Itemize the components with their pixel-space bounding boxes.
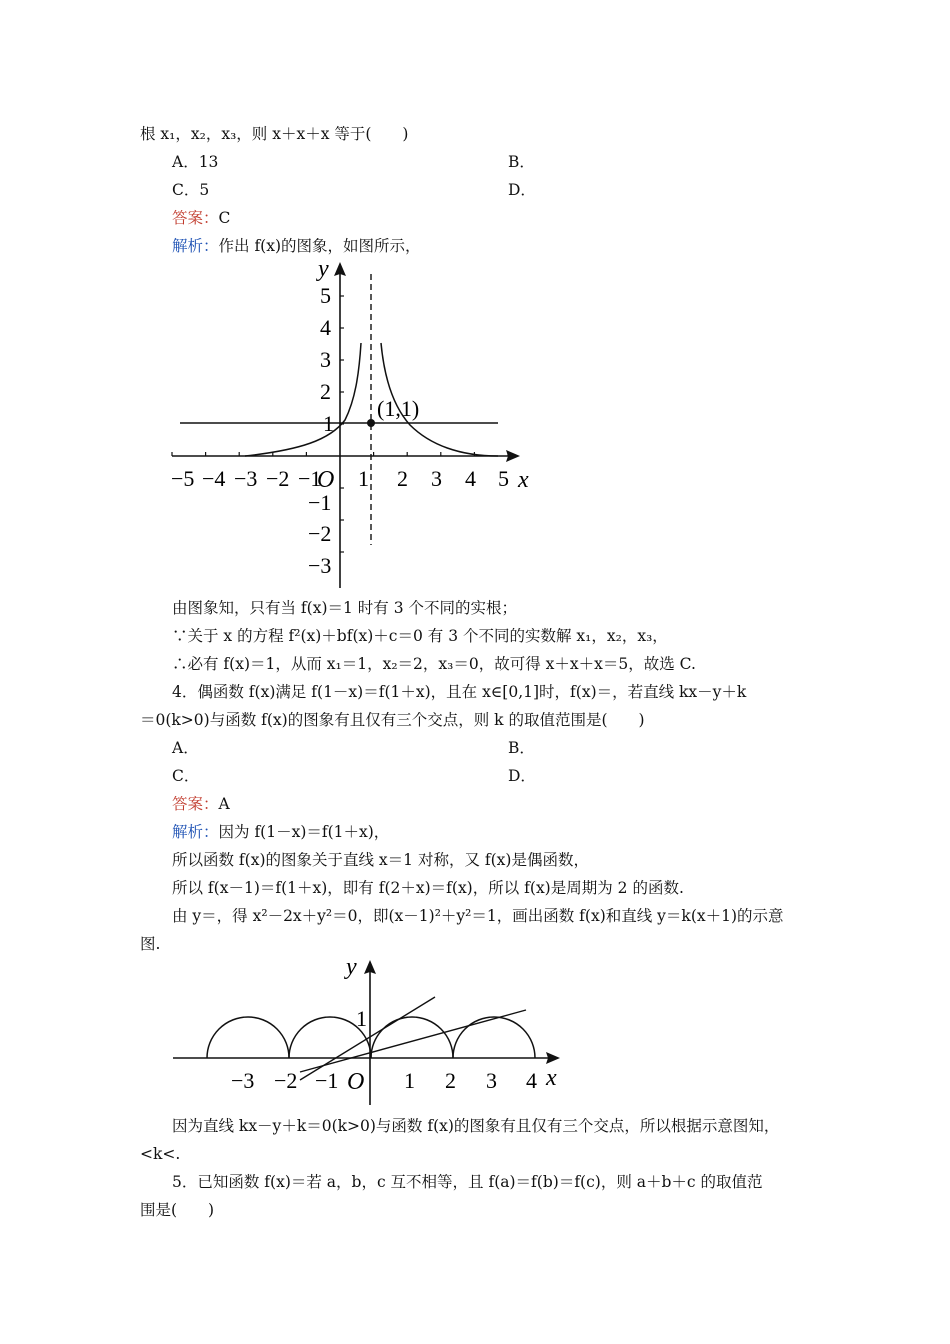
q3-option-a: A．13 — [172, 153, 219, 171]
q4-answer — [172, 794, 230, 814]
fig1-y-tick: 3 — [320, 347, 331, 372]
fig2-x-axis-label: x — [546, 1065, 557, 1091]
fig2-x-tick: 2 — [445, 1068, 456, 1093]
answer-value: A — [218, 795, 230, 813]
fig1-x-axis-label: x — [518, 467, 529, 493]
fig1-x-tick: −3 — [234, 466, 258, 491]
q4-option-c: C． — [172, 767, 200, 785]
fig1-y-tick: −1 — [308, 490, 332, 515]
analysis-label: 解析： — [172, 823, 219, 841]
fig1-x-tick: 3 — [431, 466, 442, 491]
q4-analysis-1 — [172, 822, 389, 842]
q4-stem-2: ＝0(k>0)与函数 f(x)的图象有且仅有三个交点，则 k 的取值范围是( ) — [140, 711, 645, 729]
q3-conclusion-1: 由图象知，只有当 f(x)＝1 时有 3 个不同的实根； — [172, 599, 518, 617]
analysis-label: 解析： — [172, 237, 219, 255]
fig1-y-tick: −3 — [308, 553, 332, 578]
q3-option-d: D． — [508, 181, 536, 199]
q4-analysis-6: 因为直线 kx－y＋k＝0(k>0)与函数 f(x)的图象有且仅有三个交点，所以根据示意图知， — [172, 1117, 780, 1135]
q4-analysis-5: 图. — [140, 935, 161, 953]
analysis-text: 因为 f(1－x)＝f(1＋x)， — [218, 823, 390, 841]
fig2-x-tick: 3 — [486, 1068, 497, 1093]
fig1-x-tick: −1 — [298, 466, 322, 491]
q3-option-c: C．5 — [172, 181, 210, 199]
q4-stem-1: 4．偶函数 f(x)满足 f(1－x)＝f(1＋x)，且在 x∈[0,1]时，f(x)＝，若直线 kx－y＋k — [172, 683, 747, 701]
fig2-x-tick: −2 — [274, 1068, 298, 1093]
fig1-x-tick: 4 — [465, 466, 476, 491]
q3-answer — [172, 208, 230, 228]
fig2-x-arrow — [546, 1052, 560, 1064]
q3-stem-tail: 根 x₁，x₂，x₃，则 x＋x＋x 等于( ) — [140, 125, 409, 143]
fig1-y-tick: 2 — [320, 379, 331, 404]
fig1-y-tick: 5 — [320, 283, 331, 308]
fig1-x-tick: 2 — [397, 466, 408, 491]
fig2-y-tick: 1 — [356, 1006, 367, 1031]
figure-2-graph — [165, 950, 565, 1110]
analysis-text: 作出 f(x)的图象，如图所示， — [218, 237, 421, 255]
q3-conclusion-2: ∵关于 x 的方程 f²(x)＋bf(x)＋c＝0 有 3 个不同的实数解 x₁，x₂，x₃， — [172, 627, 668, 645]
fig2-semicircle — [371, 1017, 453, 1058]
q4-analysis-4: 由 y＝，得 x²－2x＋y²＝0，即(x－1)²＋y²＝1，画出函数 f(x)和直线 y＝k(x＋1)的示意 — [172, 907, 784, 925]
fig2-y-arrow — [364, 960, 376, 974]
fig2-y-axis-label: y — [346, 954, 357, 980]
q4-analysis-7: <k<. — [140, 1145, 181, 1163]
fig1-origin: O — [317, 467, 335, 493]
figure-1-graph — [165, 255, 540, 595]
q5-stem-2: 围是( ) — [140, 1201, 215, 1219]
q3-analysis — [172, 236, 421, 256]
q4-option-a: A． — [172, 739, 199, 757]
q3-conclusion-3: ∴必有 f(x)＝1，从而 x₁＝1，x₂＝2，x₃＝0，故可得 x＋x＋x＝5，故选 C. — [172, 655, 696, 673]
fig2-x-tick: 1 — [404, 1068, 415, 1093]
fig1-x-tick: −5 — [171, 466, 195, 491]
fig2-semicircle — [453, 1017, 535, 1058]
fig1-x-tick: −4 — [202, 466, 226, 491]
answer-label: 答案： — [172, 795, 219, 813]
q4-option-d: D． — [508, 767, 536, 785]
q4-analysis-2: 所以函数 f(x)的图象关于直线 x＝1 对称，又 f(x)是偶函数， — [172, 851, 589, 869]
q5-stem-1: 5．已知函数 f(x)＝若 a，b，c 互不相等，且 f(a)＝f(b)＝f(c)，则 a＋b＋c 的取值范 — [172, 1173, 763, 1191]
q4-analysis-3: 所以 f(x－1)＝f(1＋x)，即有 f(2＋x)＝f(x)，所以 f(x)是周期为 2 的函数. — [172, 879, 684, 897]
fig1-y-arrow — [334, 262, 346, 276]
fig2-x-tick: 4 — [526, 1068, 537, 1093]
fig2-line-shallow — [300, 1010, 526, 1072]
fig2-x-tick: −1 — [315, 1068, 339, 1093]
q3-option-b: B． — [508, 153, 535, 171]
fig1-x-tick: 5 — [498, 466, 509, 491]
fig2-origin: O — [347, 1069, 365, 1095]
q4-option-b: B． — [508, 739, 535, 757]
fig1-y-tick: −2 — [308, 521, 332, 546]
answer-label: 答案： — [172, 209, 219, 227]
fig1-y-axis-label: y — [318, 256, 329, 282]
fig1-y-tick: 4 — [320, 315, 331, 340]
fig1-point — [367, 419, 375, 427]
fig1-y-tick-labels — [308, 283, 334, 578]
fig1-point-label: (1,1) — [377, 396, 420, 421]
answer-value: C — [218, 209, 231, 227]
fig1-x-tick: −2 — [266, 466, 290, 491]
fig2-x-tick: −3 — [231, 1068, 255, 1093]
fig1-y-tick: 1 — [323, 411, 334, 436]
fig1-x-tick: 1 — [358, 466, 369, 491]
fig2-semicircle — [207, 1017, 289, 1058]
